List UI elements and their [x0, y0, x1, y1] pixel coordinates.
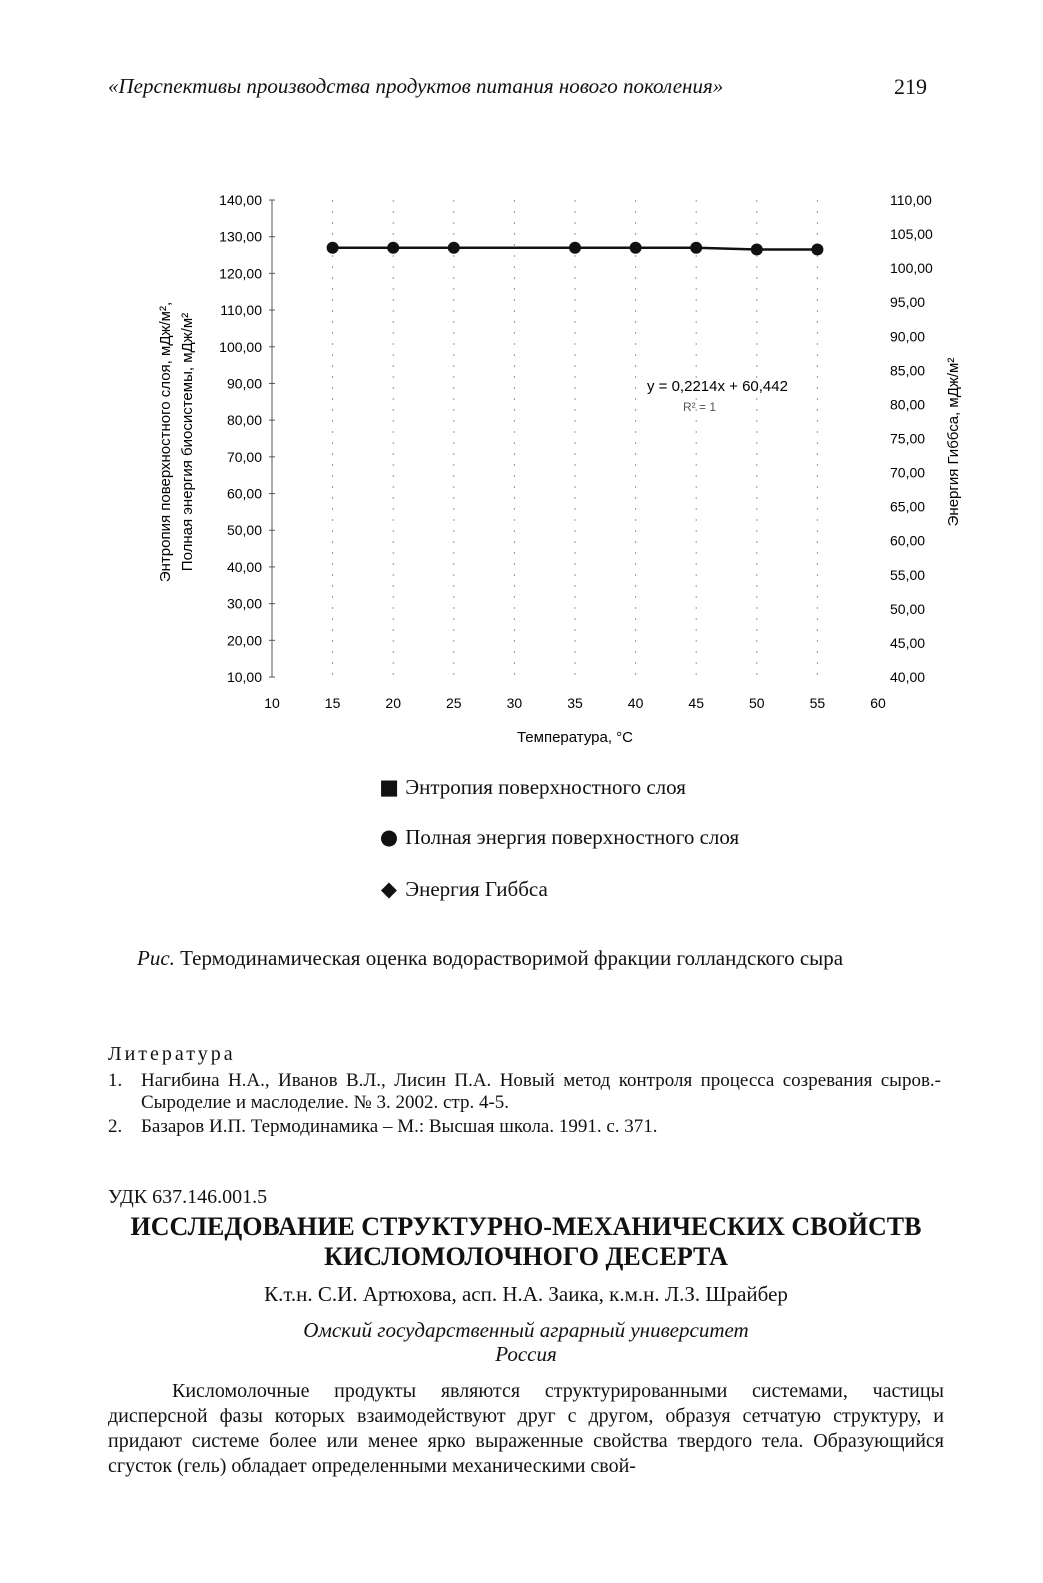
chart-gridlines [272, 200, 817, 677]
diamond-marker-icon: ◆ [380, 877, 398, 901]
right-tick-label: 85,00 [890, 362, 926, 379]
data-point [327, 242, 339, 254]
left-tick-label: 120,00 [219, 265, 262, 282]
reference-item [108, 1116, 944, 1140]
legend-item-total-energy [378, 825, 739, 850]
x-tick-label: 40 [627, 695, 644, 711]
x-tick-label: 10 [264, 695, 280, 711]
reference-text: Нагибина Н.А., Иванов В.Л., Лисин П.А. Новый метод контроля процесса созревания сыров.- Сыроделие и маслоделие. № 3. 2002. стр. 4-5. [141, 1070, 941, 1113]
left-tick-label: 100,00 [219, 338, 262, 355]
right-tick-label: 60,00 [890, 532, 926, 549]
legend-label: Энтропия поверхностного слоя [405, 775, 686, 799]
reference-text: Базаров И.П. Термодинамика – М.: Высшая школа. 1991. с. 371. [141, 1116, 658, 1137]
legend-item-gibbs [378, 877, 548, 902]
right-tick-label: 105,00 [890, 226, 933, 243]
data-point [569, 242, 581, 254]
left-tick-label: 30,00 [226, 595, 262, 612]
data-point [448, 242, 460, 254]
right-axis-label: Энергия Гиббса, мДж/м² [945, 357, 962, 527]
title-line: КИСЛОМОЛОЧНОГО ДЕСЕРТА [324, 1242, 728, 1271]
data-point [690, 242, 702, 254]
reference-item [108, 1070, 944, 1116]
x-tick-label: 35 [567, 695, 583, 711]
trendline-equation: y = 0,2214x + 60,442 [647, 378, 788, 395]
references-heading: Литература [108, 1043, 236, 1065]
page-number: 219 [894, 74, 927, 99]
running-title: «Перспективы производства продуктов питания нового поколения» [108, 74, 724, 98]
data-point [751, 244, 763, 256]
right-tick-label: 55,00 [890, 566, 926, 583]
article-affiliation [108, 1318, 944, 1366]
legend-label: Полная энергия поверхностного слоя [405, 825, 740, 849]
caption-text: Термодинамическая оценка водорастворимой фракции голландского сыра [174, 946, 844, 970]
left-axis-ticks [219, 192, 275, 685]
right-tick-label: 65,00 [890, 498, 926, 515]
left-tick-label: 20,00 [226, 632, 262, 649]
right-tick-label: 100,00 [890, 260, 933, 277]
x-tick-label: 55 [809, 695, 826, 711]
right-tick-label: 50,00 [890, 600, 926, 617]
trendline-r-squared: R² = 1 [683, 400, 717, 414]
reference-number: 1. [108, 1070, 123, 1091]
affiliation-country: Россия [495, 1342, 557, 1366]
left-tick-label: 10,00 [226, 669, 262, 685]
left-tick-label: 60,00 [226, 485, 262, 502]
x-tick-label: 15 [324, 695, 341, 711]
affiliation-name: Омский государственный аграрный университет [303, 1318, 749, 1342]
left-tick-label: 140,00 [219, 192, 262, 208]
x-tick-label: 25 [446, 695, 462, 711]
x-tick-label: 30 [506, 695, 523, 711]
x-tick-label: 20 [385, 695, 401, 711]
left-tick-label: 130,00 [219, 228, 262, 245]
x-tick-label: 60 [870, 695, 886, 711]
left-tick-label: 70,00 [226, 448, 262, 465]
right-tick-label: 45,00 [890, 634, 926, 651]
legend-label: Энергия Гиббса [405, 877, 548, 901]
chart-series [327, 242, 824, 256]
circle-marker-icon: ● [379, 825, 399, 849]
left-axis-label-1: Энтропия поверхностного слоя, мДж/м², [157, 301, 174, 583]
data-point [630, 242, 642, 254]
right-tick-label: 80,00 [890, 396, 926, 413]
left-tick-label: 40,00 [226, 558, 262, 575]
right-tick-label: 70,00 [890, 464, 926, 481]
right-axis-ticks [890, 192, 933, 685]
left-tick-label: 50,00 [226, 522, 262, 539]
reference-number: 2. [108, 1116, 123, 1137]
caption-prefix: Рис. [137, 946, 175, 970]
left-tick-label: 80,00 [226, 412, 262, 429]
right-tick-label: 40,00 [890, 669, 926, 685]
right-tick-label: 110,00 [890, 192, 932, 208]
article-body-paragraph: Кисломолочные продукты являются структурированными системами, частицы дисперсной фазы которых взаимодействуют друг с другом, образуя сетчатую структуру, и придают системе более или менее ярко выраженные свойства твердого тела. Образующийся сгусток (гель) обладает определенными механическими свой- [108, 1380, 944, 1477]
figure-caption [137, 946, 843, 971]
x-tick-label: 50 [749, 695, 765, 711]
article-authors: К.т.н. С.И. Артюхова, асп. Н.А. Заика, к.м.н. Л.З. Шрайбер [264, 1282, 788, 1306]
left-tick-label: 90,00 [226, 375, 262, 392]
legend-item-entropy [378, 775, 686, 800]
left-tick-label: 110,00 [220, 302, 262, 319]
right-tick-label: 75,00 [890, 430, 926, 447]
data-point [811, 244, 823, 256]
left-axis-label-2: Полная энергия биосистемы, мДж/м² [179, 312, 196, 572]
data-point [387, 242, 399, 254]
x-axis-ticks [264, 695, 886, 711]
thermodynamic-chart [150, 180, 980, 750]
square-marker-icon: ■ [379, 775, 399, 799]
title-line: ИССЛЕДОВАНИЕ СТРУКТУРНО-МЕХАНИЧЕСКИХ СВОЙСТВ [130, 1212, 922, 1241]
x-tick-label: 45 [688, 695, 704, 711]
article-title [108, 1212, 944, 1272]
right-tick-label: 90,00 [890, 328, 926, 345]
right-tick-label: 95,00 [890, 294, 926, 311]
udc-code: УДК 637.146.001.5 [108, 1186, 268, 1208]
x-axis-label: Температура, °C [516, 729, 634, 746]
